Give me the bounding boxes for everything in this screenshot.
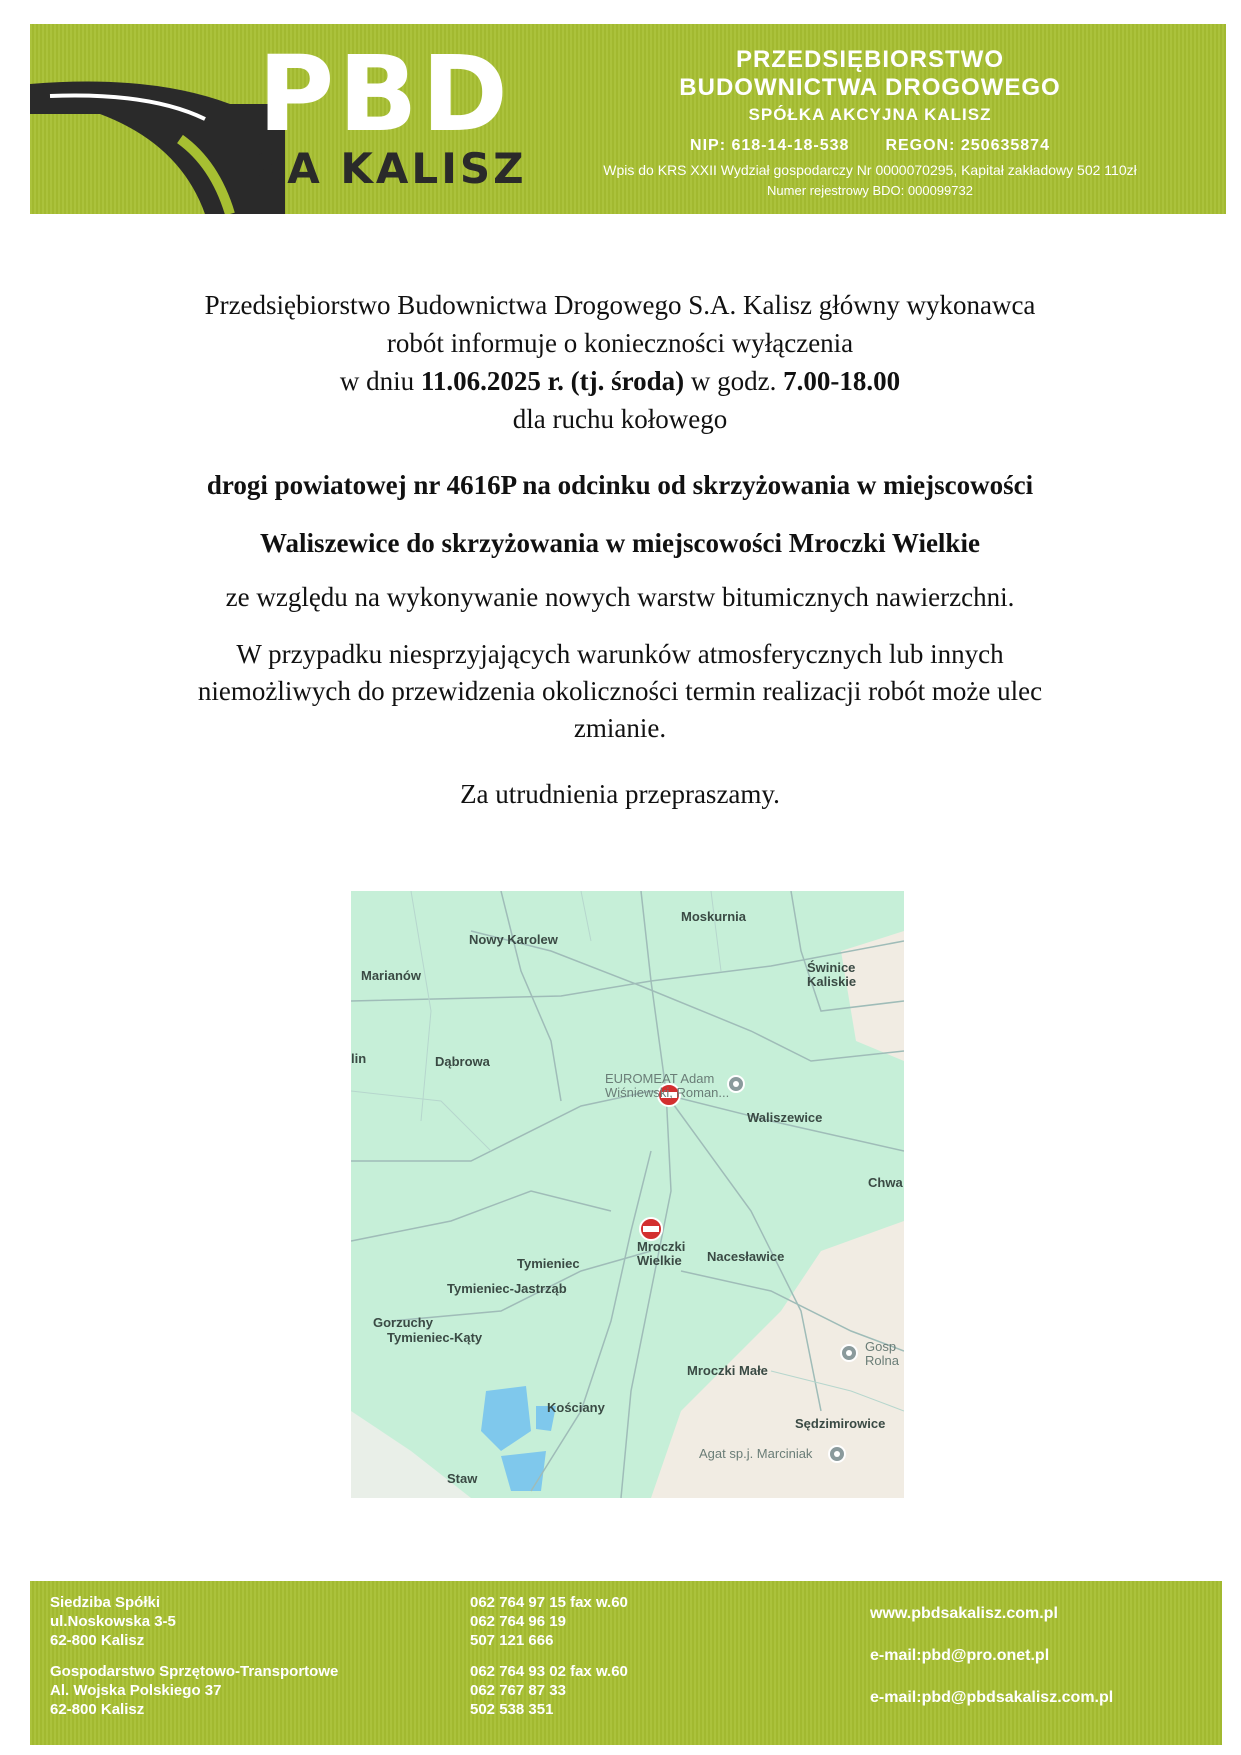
- depot-city: 62-800 Kalisz: [50, 1701, 145, 1718]
- depot-title: Gospodarstwo Sprzętowo-Transportowe: [50, 1663, 339, 1680]
- footer-addresses: [50, 1593, 338, 1719]
- place-dabrowa: Dąbrowa: [435, 1054, 490, 1069]
- nip-text: NIP: 618-14-18-538: [690, 137, 850, 154]
- notice-line4: dla ruchu kołowego: [512, 404, 728, 434]
- place-naceslawice: Nacesławice: [707, 1249, 785, 1264]
- notice-date-line: [90, 362, 1150, 400]
- email-link-2[interactable]: e-mail:pbd@pbdsakalisz.com.pl: [870, 1689, 1114, 1706]
- header-banner: [30, 24, 1226, 214]
- hq-title: Siedziba Spółki: [50, 1594, 161, 1611]
- place-moskurnia: Moskurnia: [681, 909, 747, 924]
- place-tymieniec: Tymieniec: [517, 1256, 580, 1271]
- place-mroczki-male: Mroczki Małe: [687, 1363, 768, 1378]
- registry-text: Numer rejestrowy BDO: 000099732: [767, 183, 973, 198]
- depot-street: Al. Wojska Polskiego 37: [50, 1682, 222, 1699]
- closure-map: [351, 891, 904, 1498]
- closure-date: 11.06.2025 r. (tj. środa): [420, 366, 685, 396]
- hq-street: ul.Noskowska 3-5: [50, 1613, 176, 1630]
- hq-city: 62-800 Kalisz: [50, 1632, 145, 1649]
- phone-6: 502 538 351: [470, 1701, 554, 1718]
- place-marianow: Marianów: [361, 968, 421, 983]
- poi-pin-agat: [829, 1446, 845, 1462]
- place-kosciany: Kościany: [547, 1400, 605, 1415]
- place-swinice: Świnice Kaliskie: [807, 960, 857, 989]
- place-mroczki-wielkie: Mroczki Wielkie: [637, 1239, 686, 1268]
- poi-agat: Agat sp.j. Marciniak: [699, 1446, 813, 1461]
- road-line2: Waliszewice do skrzyżowania w miejscowości Mroczki Wielkie: [260, 528, 980, 558]
- date-prefix: w dniu: [339, 366, 421, 396]
- place-chwa: Chwa: [868, 1175, 903, 1190]
- road-line1: drogi powiatowej nr 4616P na odcinku od skrzyżowania w miejscowości: [206, 470, 1034, 500]
- closure-time: 7.00-18.00: [783, 366, 901, 396]
- phone-4: 062 764 93 02 fax w.60: [470, 1663, 628, 1680]
- logo-sub-text: SA KALISZ: [254, 144, 527, 193]
- company-line1: PRZEDSIĘBIORSTWO: [735, 46, 1004, 73]
- notice-body: [90, 286, 1150, 813]
- company-info: [520, 46, 1220, 202]
- reason-text: ze względu na wykonywanie nowych warstw bitumicznych nawierzchni.: [225, 582, 1015, 612]
- weather-line3: zmianie.: [573, 713, 667, 743]
- apology-text: Za utrudnienia przepraszamy.: [460, 779, 780, 809]
- place-lin: lin: [351, 1051, 367, 1066]
- email-link-1[interactable]: e-mail:pbd@pro.onet.pl: [870, 1647, 1050, 1664]
- poi-pin-gosp: [841, 1345, 857, 1361]
- water-bodies: [481, 1386, 556, 1491]
- phone-5: 062 767 87 33: [470, 1682, 566, 1699]
- notice-line2: robót informuje o konieczności wyłączenia: [386, 328, 854, 358]
- place-tymieniec-jastrzab: Tymieniec-Jastrząb: [447, 1281, 567, 1296]
- footer-phones: [470, 1593, 628, 1719]
- place-staw: Staw: [447, 1471, 478, 1486]
- poi-euromeat: EUROMEAT Adam Wiśniewski, Roman...: [605, 1071, 730, 1100]
- poi-gosp-rolna: Gosp Rolna: [865, 1339, 899, 1368]
- place-sedzimirowice: Sędzimirowice: [795, 1416, 886, 1431]
- weather-line2: niemożliwych do przewidzenia okoliczności termin realizacji robót może ulec: [197, 676, 1043, 706]
- place-waliszewice: Waliszewice: [747, 1110, 823, 1125]
- place-gorzuchy: Gorzuchy: [373, 1315, 433, 1330]
- phone-2: 062 764 96 19: [470, 1613, 566, 1630]
- closure-marker-mroczki: [640, 1218, 662, 1240]
- company-line3: SPÓŁKA AKCYJNA KALISZ: [748, 105, 992, 124]
- logo-main-text: PBD: [258, 33, 512, 155]
- regon-text: REGON: 250635874: [885, 137, 1050, 154]
- website-link[interactable]: www.pbdsakalisz.com.pl: [870, 1605, 1058, 1622]
- company-ids: [520, 132, 1220, 160]
- krs-text: Wpis do KRS XXII Wydział gospodarczy Nr 0000070295, Kapitał zakładowy 502 110zł: [603, 162, 1137, 178]
- place-nowy-karolew: Nowy Karolew: [469, 932, 558, 947]
- place-tymieniec-katy: Tymieniec-Kąty: [387, 1330, 483, 1345]
- notice-line1: Przedsiębiorstwo Budownictwa Drogowego S.A. Kalisz główny wykonawca: [204, 290, 1036, 320]
- footer-web: [870, 1603, 1113, 1729]
- poi-pin-euromeat: [728, 1076, 744, 1092]
- weather-line1: W przypadku niesprzyjających warunków atmosferycznych lub innych: [236, 639, 1004, 669]
- time-prefix: w godz.: [684, 366, 784, 396]
- footer-banner: [30, 1581, 1222, 1745]
- road-logo-icon: [30, 44, 290, 214]
- company-line2: BUDOWNICTWA DROGOWEGO: [679, 74, 1061, 101]
- phone-3: 507 121 666: [470, 1632, 554, 1649]
- phone-1: 062 764 97 15 fax w.60: [470, 1594, 628, 1611]
